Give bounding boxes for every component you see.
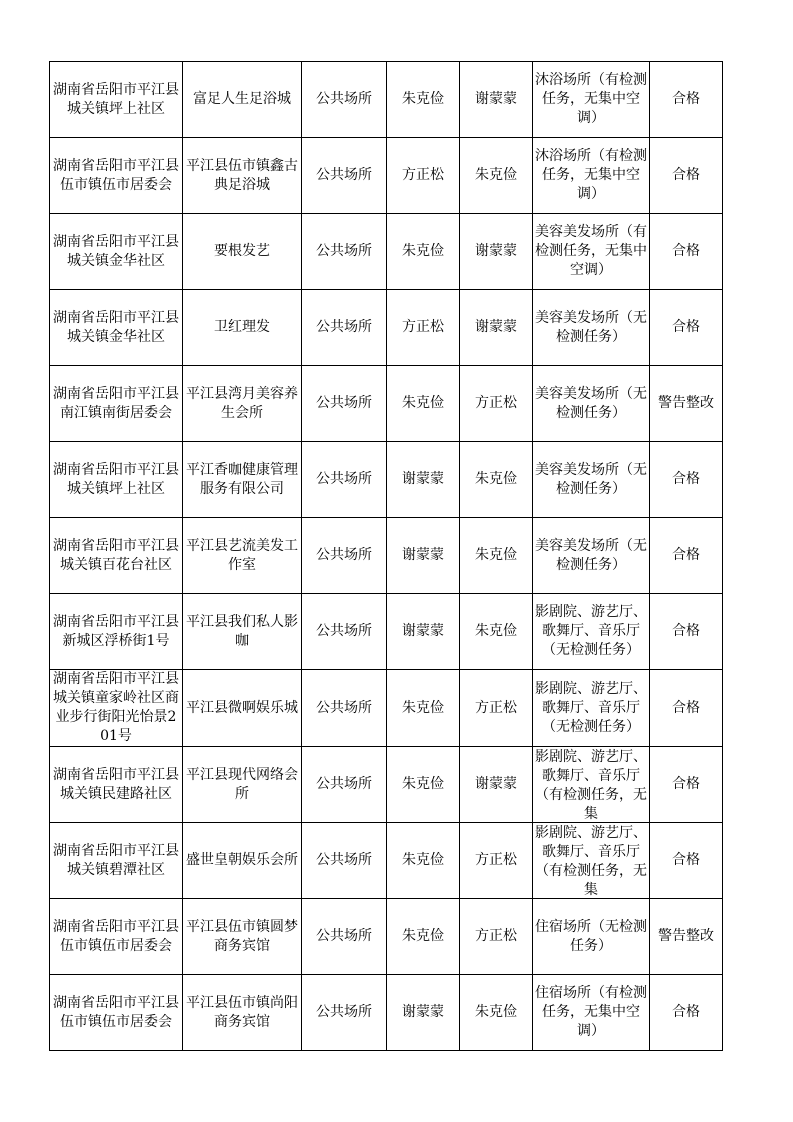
inspector-2-cell: 谢蒙蒙 (460, 290, 533, 366)
category-cell: 公共场所 (302, 442, 387, 518)
address-cell: 湖南省岳阳市平江县新城区浮桥街1号 (50, 594, 183, 670)
venue-name-cell: 要根发艺 (183, 214, 302, 290)
venue-type-cell (533, 62, 650, 138)
venue-name-cell: 平江县伍市镇鑫古典足浴城 (183, 138, 302, 214)
result-cell: 合格 (650, 518, 723, 594)
inspector-1-cell: 谢蒙蒙 (387, 594, 460, 670)
venue-type-text: 美容美发场所（有检测任务，无集中空调） (535, 224, 647, 278)
table-row (50, 366, 723, 442)
venue-type-text: 住宿场所（有检测任务，无集中空调） (535, 985, 647, 1039)
inspector-2-cell: 朱克俭 (460, 138, 533, 214)
venue-name-cell: 平江县我们私人影咖 (183, 594, 302, 670)
venue-type-text: 影剧院、游艺厅、歌舞厅、音乐厅（有检测任务，无集 (535, 749, 647, 821)
venue-type-text: 美容美发场所（无检测任务） (535, 385, 647, 421)
inspector-2-cell: 方正松 (460, 670, 533, 747)
category-cell: 公共场所 (302, 290, 387, 366)
venue-name-cell: 卫红理发 (183, 290, 302, 366)
result-cell: 合格 (650, 747, 723, 823)
result-cell: 合格 (650, 442, 723, 518)
venue-type-cell (533, 366, 650, 442)
address-cell: 湖南省岳阳市平江县城关镇坪上社区 (50, 442, 183, 518)
table-row (50, 670, 723, 747)
inspector-2-cell: 谢蒙蒙 (460, 747, 533, 823)
inspector-2-cell: 朱克俭 (460, 442, 533, 518)
table-row (50, 214, 723, 290)
venue-type-cell (533, 290, 650, 366)
venue-name-cell: 盛世皇朝娱乐会所 (183, 823, 302, 899)
venue-type-text: 沐浴场所（有检测任务，无集中空调） (535, 72, 647, 126)
venue-type-text: 美容美发场所（无检测任务） (535, 537, 647, 573)
venue-type-text: 美容美发场所（无检测任务） (535, 309, 647, 345)
venue-name-cell: 平江县艺流美发工作室 (183, 518, 302, 594)
table-row (50, 290, 723, 366)
inspector-1-cell: 谢蒙蒙 (387, 442, 460, 518)
result-cell: 合格 (650, 290, 723, 366)
table-row (50, 899, 723, 975)
inspector-1-cell: 谢蒙蒙 (387, 975, 460, 1051)
venue-type-text: 住宿场所（无检测任务） (535, 918, 647, 954)
inspection-table (49, 61, 723, 1051)
venue-name-cell: 平江香咖健康管理服务有限公司 (183, 442, 302, 518)
inspector-1-cell: 方正松 (387, 138, 460, 214)
inspector-2-cell: 方正松 (460, 899, 533, 975)
address-cell: 湖南省岳阳市平江县伍市镇伍市居委会 (50, 975, 183, 1051)
venue-type-cell (533, 670, 650, 747)
result-cell: 警告整改 (650, 899, 723, 975)
category-cell: 公共场所 (302, 214, 387, 290)
venue-type-cell (533, 747, 650, 823)
result-cell: 合格 (650, 594, 723, 670)
category-cell: 公共场所 (302, 138, 387, 214)
address-cell: 湖南省岳阳市平江县城关镇童家岭社区商业步行街阳光怡景201号 (50, 670, 183, 747)
venue-type-cell (533, 138, 650, 214)
address-cell: 湖南省岳阳市平江县城关镇金华社区 (50, 214, 183, 290)
venue-name-cell: 平江县伍市镇圆梦商务宾馆 (183, 899, 302, 975)
category-cell: 公共场所 (302, 62, 387, 138)
venue-type-text: 影剧院、游艺厅、歌舞厅、音乐厅（有检测任务，无集 (535, 825, 647, 897)
category-cell: 公共场所 (302, 747, 387, 823)
inspector-1-cell: 方正松 (387, 290, 460, 366)
category-cell: 公共场所 (302, 670, 387, 747)
result-cell: 合格 (650, 975, 723, 1051)
category-cell: 公共场所 (302, 366, 387, 442)
inspector-2-cell: 朱克俭 (460, 594, 533, 670)
venue-type-text: 美容美发场所（无检测任务） (535, 461, 647, 497)
address-cell: 湖南省岳阳市平江县城关镇民建路社区 (50, 747, 183, 823)
address-cell: 湖南省岳阳市平江县南江镇南街居委会 (50, 366, 183, 442)
inspector-2-cell: 方正松 (460, 366, 533, 442)
inspector-1-cell: 朱克俭 (387, 366, 460, 442)
venue-name-cell: 平江县现代网络会所 (183, 747, 302, 823)
table-row (50, 594, 723, 670)
result-cell: 合格 (650, 670, 723, 747)
venue-name-cell: 富足人生足浴城 (183, 62, 302, 138)
venue-type-cell (533, 899, 650, 975)
venue-type-cell (533, 442, 650, 518)
table-row (50, 62, 723, 138)
address-cell: 湖南省岳阳市平江县城关镇金华社区 (50, 290, 183, 366)
inspector-1-cell: 朱克俭 (387, 823, 460, 899)
venue-type-cell (533, 214, 650, 290)
category-cell: 公共场所 (302, 899, 387, 975)
inspection-table-body (50, 62, 723, 1051)
inspector-1-cell: 朱克俭 (387, 747, 460, 823)
table-row (50, 747, 723, 823)
venue-name-cell: 平江县伍市镇尚阳商务宾馆 (183, 975, 302, 1051)
table-row (50, 442, 723, 518)
inspector-1-cell: 朱克俭 (387, 214, 460, 290)
venue-type-text: 沐浴场所（有检测任务，无集中空调） (535, 148, 647, 202)
venue-type-cell (533, 823, 650, 899)
inspector-2-cell: 朱克俭 (460, 518, 533, 594)
inspector-2-cell: 谢蒙蒙 (460, 62, 533, 138)
category-cell: 公共场所 (302, 518, 387, 594)
venue-type-cell (533, 594, 650, 670)
category-cell: 公共场所 (302, 975, 387, 1051)
inspector-1-cell: 朱克俭 (387, 899, 460, 975)
table-row (50, 138, 723, 214)
inspector-2-cell: 方正松 (460, 823, 533, 899)
address-cell: 湖南省岳阳市平江县城关镇百花台社区 (50, 518, 183, 594)
inspector-2-cell: 朱克俭 (460, 975, 533, 1051)
venue-name-cell: 平江县湾月美容养生会所 (183, 366, 302, 442)
address-cell: 湖南省岳阳市平江县城关镇碧潭社区 (50, 823, 183, 899)
inspector-1-cell: 朱克俭 (387, 670, 460, 747)
table-row (50, 518, 723, 594)
result-cell: 合格 (650, 214, 723, 290)
venue-type-cell (533, 518, 650, 594)
result-cell: 警告整改 (650, 366, 723, 442)
category-cell: 公共场所 (302, 823, 387, 899)
venue-type-cell (533, 975, 650, 1051)
result-cell: 合格 (650, 823, 723, 899)
address-cell: 湖南省岳阳市平江县城关镇坪上社区 (50, 62, 183, 138)
address-cell: 湖南省岳阳市平江县伍市镇伍市居委会 (50, 899, 183, 975)
venue-type-text: 影剧院、游艺厅、歌舞厅、音乐厅（无检测任务） (535, 604, 647, 658)
venue-name-cell: 平江县微啊娱乐城 (183, 670, 302, 747)
table-row (50, 975, 723, 1051)
inspector-1-cell: 朱克俭 (387, 62, 460, 138)
inspector-2-cell: 谢蒙蒙 (460, 214, 533, 290)
result-cell: 合格 (650, 62, 723, 138)
category-cell: 公共场所 (302, 594, 387, 670)
table-row (50, 823, 723, 899)
venue-type-text: 影剧院、游艺厅、歌舞厅、音乐厅（无检测任务） (535, 680, 647, 735)
result-cell: 合格 (650, 138, 723, 214)
address-cell: 湖南省岳阳市平江县伍市镇伍市居委会 (50, 138, 183, 214)
inspector-1-cell: 谢蒙蒙 (387, 518, 460, 594)
